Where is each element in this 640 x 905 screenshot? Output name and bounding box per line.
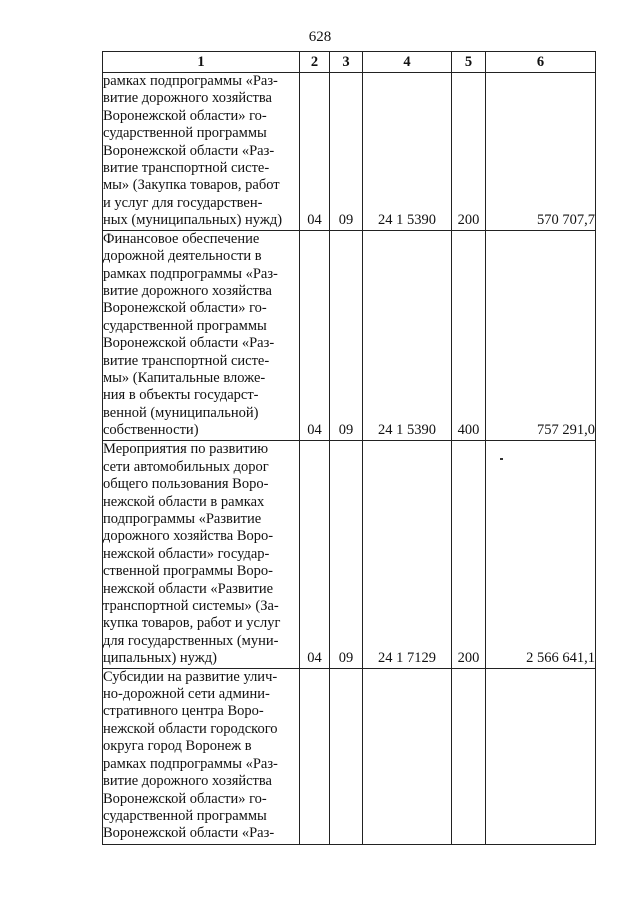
header-col-1: 1 bbox=[103, 52, 300, 73]
row-target-code: 24 1 5390 bbox=[363, 230, 452, 440]
header-col-6: 6 bbox=[486, 52, 596, 73]
row-description: Субсидии на развитие улич- но-дорожной сети админи- стративного центра Воро- нежской области городского округа город Воронеж в рамках подпрограммы «Раз- витие дорожного хозяйства Воронежской области» го- сударственной программы Воронежской области «Раз- bbox=[103, 668, 300, 844]
row-expense-type bbox=[452, 668, 486, 844]
scan-speck bbox=[500, 458, 503, 460]
row-subsection bbox=[330, 668, 363, 844]
row-expense-type: 400 bbox=[452, 230, 486, 440]
table-row bbox=[103, 73, 596, 231]
row-target-code: 24 1 7129 bbox=[363, 440, 452, 668]
row-expense-type: 200 bbox=[452, 73, 486, 231]
row-amount bbox=[486, 668, 596, 844]
row-description: Финансовое обеспечение дорожной деятельности в рамках подпрограммы «Раз- витие дорожного хозяйства Воронежской области» го- сударственной программы Воронежской области «Раз- витие транспортной систе- мы» (Капитальные вложе- ния в объекты государст- венной (муниципальной) собственности) bbox=[103, 230, 300, 440]
row-amount: 570 707,7 bbox=[486, 73, 596, 231]
header-col-3: 3 bbox=[330, 52, 363, 73]
row-section bbox=[300, 668, 330, 844]
row-subsection: 09 bbox=[330, 230, 363, 440]
row-subsection: 09 bbox=[330, 440, 363, 668]
budget-table bbox=[102, 51, 596, 845]
table-row bbox=[103, 668, 596, 844]
row-subsection: 09 bbox=[330, 73, 363, 231]
row-description: рамках подпрограммы «Раз- витие дорожного хозяйства Воронежской области» го- сударственной программы Воронежской области «Раз- витие транспортной систе- мы» (Закупка товаров, работ и услуг для государствен- ных (муниципальных) нужд) bbox=[103, 73, 300, 231]
row-description: Мероприятия по развитию сети автомобильных дорог общего пользования Воро- нежской области в рамках подпрограммы «Развитие дорожного хозяйства Воро- нежской области» государ- ственной программы Воро- нежской области «Развитие транспортной системы» (За- купка товаров, работ и услуг для государственных (муни- ципальных) нужд) bbox=[103, 440, 300, 668]
row-section: 04 bbox=[300, 73, 330, 231]
row-expense-type: 200 bbox=[452, 440, 486, 668]
header-row bbox=[103, 52, 596, 73]
header-col-4: 4 bbox=[363, 52, 452, 73]
header-col-5: 5 bbox=[452, 52, 486, 73]
row-section: 04 bbox=[300, 230, 330, 440]
table-row bbox=[103, 230, 596, 440]
table-row bbox=[103, 440, 596, 668]
row-amount: 2 566 641,1 bbox=[486, 440, 596, 668]
row-target-code: 24 1 5390 bbox=[363, 73, 452, 231]
header-col-2: 2 bbox=[300, 52, 330, 73]
page-number: 628 bbox=[308, 29, 332, 45]
row-amount: 757 291,0 bbox=[486, 230, 596, 440]
row-target-code bbox=[363, 668, 452, 844]
row-section: 04 bbox=[300, 440, 330, 668]
